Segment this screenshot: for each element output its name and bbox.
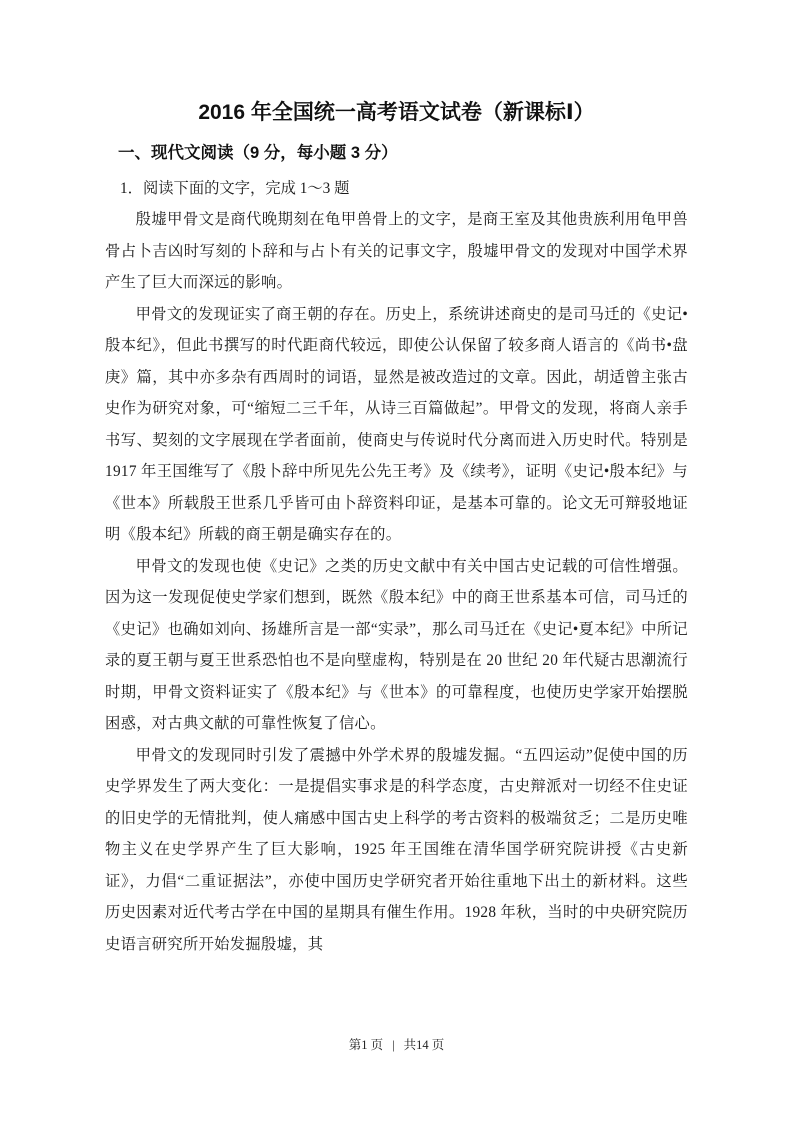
reading-passage	[105, 204, 688, 960]
footer-separator: |	[392, 1038, 395, 1052]
page-number: 第1 页	[348, 1038, 384, 1052]
page-footer	[0, 1036, 793, 1054]
passage-paragraph: 殷墟甲骨文是商代晚期刻在龟甲兽骨上的文字，是商王室及其他贵族利用龟甲兽骨占卜吉凶时写刻的卜辞和与占卜有关的记事文字，殷墟甲骨文的发现对中国学术界产生了巨大而深远的影响。	[105, 211, 688, 291]
passage-paragraph: 甲骨文的发现同时引发了震撼中外学术界的殷墟发掘。“五四运动”促使中国的历史学界发生了两大变化：一是提倡实事求是的科学态度，古史辩派对一切经不住史证的旧史学的无情批判，使人痛感中国古史上科学的考古资料的极端贫乏；二是历史唯物主义在史学界产生了巨大影响，1925 年王国维在清华国学研究院讲授《古史新证》，力倡“二重证据法”，亦使中国历史学研究者开始往重地下出土的新材料。这些历史因素对近代考古学在中国的星期具有催生作用。1928 年秋，当时的中央研究院历史语言研究所开始发掘殷墟，其	[105, 746, 688, 953]
document-content	[105, 98, 688, 960]
page-title: 2016 年全国统一高考语文试卷（新课标Ⅰ）	[198, 101, 595, 124]
passage-paragraph: 甲骨文的发现也使《史记》之类的历史文献中有关中国古史记载的可信性增强。因为这一发现促使史学家们想到，既然《殷本纪》中的商王世系基本可信，司马迁的《史记》也确如刘向、扬雄所言是一部“实录”，那么司马迁在《史记•夏本纪》中所记录的夏王朝与夏王世系恐怕也不是向壁虚构，特别是在 20 世纪 20 年代疑古思潮流行时期，甲骨文资料证实了《殷本纪》与《世本》的可靠程度，也使历史学家开始摆脱困惑，对古典文献的可靠性恢复了信心。	[105, 557, 688, 732]
passage-paragraph: 甲骨文的发现证实了商王朝的存在。历史上，系统讲述商史的是司马迁的《史记•殷本纪》，但此书撰写的时代距商代较远，即使公认保留了较多商人语言的《尚书•盘庚》篇，其中亦多杂有西周时的词语，显然是被改造过的文章。因此，胡适曾主张古史作为研究对象，可“缩短二三千年，从诗三百篇做起”。甲骨文的发现，将商人亲手书写、契刻的文字展现在学者面前，使商史与传说时代分离而进入历史时代。特别是 1917 年王国维写了《殷卜辞中所见先公先王考》及《续考》，证明《史记•殷本纪》与《世本》所载殷王世系几乎皆可由卜辞资料印证，是基本可靠的。论文无可辩驳地证明《殷本纪》所载的商王朝是确实存在的。	[105, 305, 688, 543]
question-lead: 1．阅读下面的文字，完成 1～3 题	[120, 180, 350, 197]
section-heading: 一、现代文阅读（9 分，每小题 3 分）	[118, 144, 398, 162]
page-total: 共14 页	[403, 1038, 445, 1052]
